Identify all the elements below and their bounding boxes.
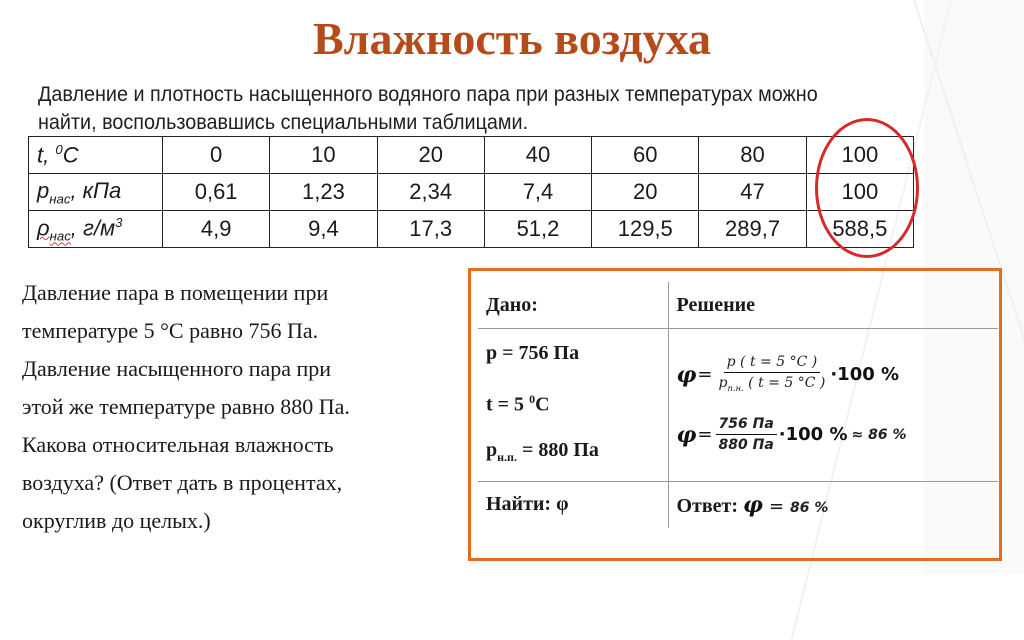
table-cell: 0,61 <box>163 174 270 211</box>
formula-general <box>677 345 999 405</box>
problem-line: Давление насыщенного пара при <box>22 356 332 381</box>
table-row-pressure <box>29 174 914 211</box>
table-cell: 20 <box>592 174 699 211</box>
row-header-pressure: $p_{нас}$, кПа <box>29 174 163 211</box>
times-100-percent: ·100 % <box>778 424 848 446</box>
given-header: Дано: <box>478 282 668 329</box>
table-cell: 100 <box>806 174 913 211</box>
fraction-denominator: 880 Па <box>718 437 774 454</box>
fraction-numerator: p ( t = 5 °C ) <box>724 353 821 373</box>
equals-sign: = <box>768 495 785 517</box>
row-header-temperature: t, $^0$C <box>29 137 163 174</box>
equals-sign: = <box>697 424 713 446</box>
problem-line: Давление пара в помещении при <box>22 280 329 305</box>
table-cell: 20 <box>377 137 484 174</box>
intro-text <box>38 80 866 136</box>
solution-table <box>478 282 998 528</box>
given-values <box>478 329 668 481</box>
problem-line: воздуха? (Ответ дать в процентах, <box>22 470 343 495</box>
formula-substituted <box>677 405 999 465</box>
phi-symbol: φ <box>743 491 763 518</box>
equals-sign: = <box>697 364 713 386</box>
fraction-numerator: 756 Па <box>716 415 777 435</box>
table-cell: 2,34 <box>377 174 484 211</box>
answer-cell <box>668 481 998 528</box>
solution-body-row <box>478 329 998 481</box>
table-cell: 60 <box>592 137 699 174</box>
table-cell: 100 <box>806 137 913 174</box>
find-label: Найти: φ <box>478 481 668 528</box>
given-pressure: p = 756 Па <box>486 341 580 364</box>
table-cell: 129,5 <box>592 211 699 248</box>
solution-formulas <box>668 329 998 481</box>
table-cell: 588,5 <box>806 211 913 248</box>
problem-line: Какова относительная влажность <box>22 432 334 457</box>
table-cell: 80 <box>699 137 806 174</box>
solution-footer-row <box>478 481 998 528</box>
saturated-vapor-table <box>28 136 914 248</box>
problem-text <box>22 274 452 540</box>
fraction <box>716 415 777 454</box>
problem-line: округлив до целых.) <box>22 508 211 533</box>
table-cell: 47 <box>699 174 806 211</box>
fraction <box>716 353 829 397</box>
table-cell: 1,23 <box>270 174 377 211</box>
times-100-percent: ·100 % <box>830 364 900 386</box>
row-header-density: $\rho_{нас}$, $г/м^3$ <box>29 211 163 248</box>
fraction-denominator: $p_{п.н.}$ ( t = 5 °C ) <box>718 375 826 393</box>
phi-symbol: φ <box>676 421 697 448</box>
answer-value: 86 % <box>790 499 829 516</box>
table-cell: 7,4 <box>484 174 591 211</box>
solution-header: Решение <box>668 282 998 329</box>
problem-line: этой же температуре равно 880 Па. <box>22 394 350 419</box>
table-cell: 9,4 <box>270 211 377 248</box>
problem-line: температуре 5 °С равно 756 Па. <box>22 318 319 343</box>
table-cell: 289,7 <box>699 211 806 248</box>
answer-label: Ответ: <box>676 494 739 517</box>
table-cell: 0 <box>163 137 270 174</box>
highlight-circle <box>815 118 919 258</box>
table-cell: 10 <box>270 137 377 174</box>
table-cell: 40 <box>484 137 591 174</box>
given-saturated-pressure: $p_{н.п.} = 880$ Па <box>486 439 599 465</box>
intro-line-2: найти, воспользовавшись специальными таблицами. <box>38 110 529 134</box>
solution-header-row <box>478 282 998 329</box>
table-row-density <box>29 211 914 248</box>
given-temperature: t = 5 $^0$С <box>486 391 550 416</box>
table-cell: 4,9 <box>163 211 270 248</box>
slide-title: Влажность воздуха <box>312 13 712 64</box>
approx-result: ≈ 86 % <box>851 426 907 443</box>
table-cell: 17,3 <box>377 211 484 248</box>
table-cell: 51,2 <box>484 211 591 248</box>
phi-symbol: φ <box>676 361 697 388</box>
table-row-temperature <box>29 137 914 174</box>
intro-line-1: Давление и плотность насыщенного водяного пара при разных температурах можно <box>38 82 818 106</box>
